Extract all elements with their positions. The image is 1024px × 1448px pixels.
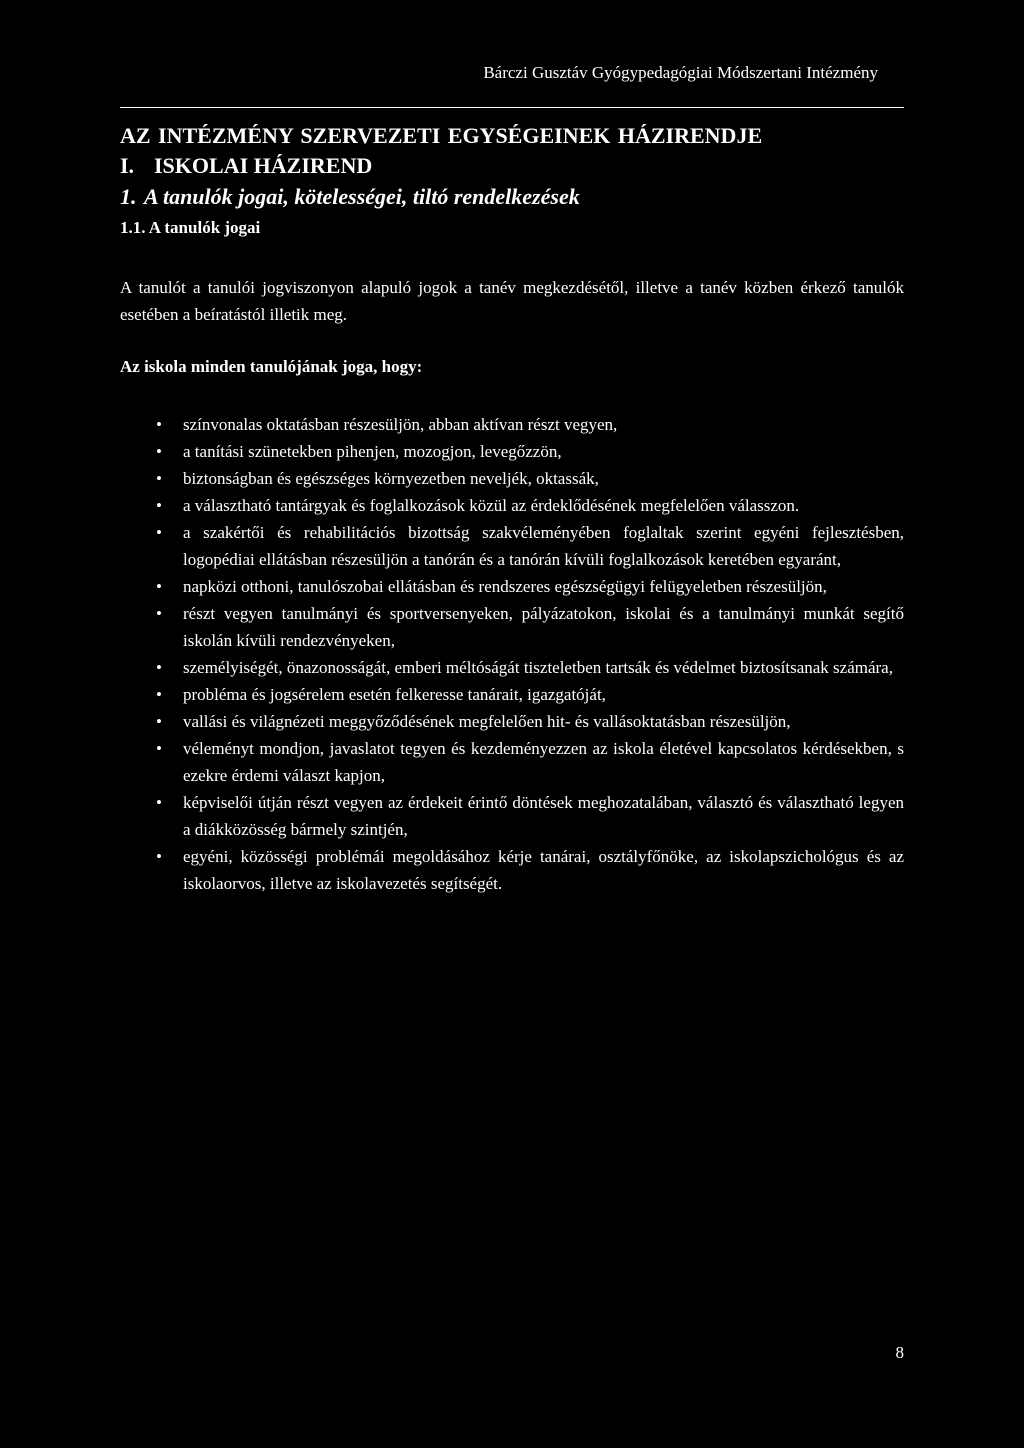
bullet-icon: • <box>156 523 162 542</box>
list-item-text: véleményt mondjon, javaslatot tegyen és kezdeményezzen az iskola életével kapcsolatos kérdésekben, s ezekre érdemi választ kapjon, <box>183 739 904 785</box>
list-item <box>120 438 904 465</box>
bullet-icon: • <box>156 847 162 866</box>
list-item-text: személyiségét, önazonosságát, emberi méltóságát tiszteletben tartsák és védelmet biztosítsanak számára, <box>183 658 893 677</box>
subsubsection-heading: 1.1. A tanulók jogai <box>120 218 261 237</box>
list-item <box>120 681 904 708</box>
list-item <box>120 735 904 789</box>
list-item-text: a tanítási szünetekben pihenjen, mozogjon, levegőzzön, <box>183 442 562 461</box>
page-number: 8 <box>895 1343 904 1362</box>
bullet-icon: • <box>156 658 162 677</box>
bullet-icon: • <box>156 415 162 434</box>
list-item-text: a választható tantárgyak és foglalkozások közül az érdeklődésének megfelelően válasszon. <box>183 496 800 515</box>
list-item-text: részt vegyen tanulmányi és sportversenyeken, pályázatokon, iskolai és a tanulmányi munkát segítő iskolán kívüli rendezvényeken, <box>183 604 904 650</box>
list-item <box>120 708 904 735</box>
bullet-icon: • <box>156 604 162 623</box>
bullet-icon: • <box>156 739 162 758</box>
list-item <box>120 843 904 897</box>
bullet-icon: • <box>156 793 162 812</box>
subsection-number: 1. <box>120 184 137 209</box>
list-item <box>120 465 904 492</box>
bullet-icon: • <box>156 577 162 596</box>
list-item-text: képviselői útján részt vegyen az érdekeit érintő döntések meghozatalában, választó és választható legyen a diákközösség bármely szintjén, <box>183 793 904 839</box>
bullet-icon: • <box>156 442 162 461</box>
list-item <box>120 789 904 843</box>
section-title: ISKOLAI HÁZIREND <box>154 153 373 178</box>
intro-paragraph: A tanulót a tanulói jogviszonyon alapuló jogok a tanév megkezdésétől, illetve a tanév közben érkező tanulók esetében a beíratástól illetik meg. <box>120 278 904 324</box>
header-divider <box>120 107 904 108</box>
section-number: I. <box>120 153 135 178</box>
subsection-heading <box>120 184 580 210</box>
list-item-text: színvonalas oktatásban részesüljön, abban aktívan részt vegyen, <box>183 415 618 434</box>
list-item-text: napközi otthoni, tanulószobai ellátásban és rendszeres egészségügyi felügyeletben részesüljön, <box>183 577 827 596</box>
list-item <box>120 654 904 681</box>
list-item-text: a szakértői és rehabilitációs bizottság szakvéleményében foglaltak szerint egyéni fejlesztésben, logopédiai ellátásban részesüljön a tanórán és a tanórán kívüli foglalkozások keretében egyaránt, <box>183 523 904 569</box>
list-item <box>120 573 904 600</box>
rights-lead-text: Az iskola minden tanulójának joga, hogy: <box>120 357 423 376</box>
rights-list <box>120 411 904 897</box>
bullet-icon: • <box>156 712 162 731</box>
section-heading <box>120 153 372 179</box>
bullet-icon: • <box>156 496 162 515</box>
list-item <box>120 411 904 438</box>
bullet-icon: • <box>156 469 162 488</box>
list-item-text: vallási és világnézeti meggyőződésének megfelelően hit- és vallásoktatásban részesüljön, <box>183 712 791 731</box>
bullet-icon: • <box>156 685 162 704</box>
list-item-text: biztonságban és egészséges környezetben neveljék, oktassák, <box>183 469 599 488</box>
list-item <box>120 600 904 654</box>
subsection-title: A tanulók jogai, kötelességei, tiltó rendelkezések <box>144 184 580 209</box>
list-item-text: probléma és jogsérelem esetén felkeresse tanárait, igazgatóját, <box>183 685 606 704</box>
list-item <box>120 519 904 573</box>
list-item <box>120 492 904 519</box>
document-title: AZ INTÉZMÉNY SZERVEZETI EGYSÉGEINEK HÁZIRENDJE <box>120 123 763 148</box>
list-item-text: egyéni, közösségi problémái megoldásához kérje tanárai, osztályfőnöke, az iskolapszichológus és az iskolaorvos, illetve az iskolavezetés segítségét. <box>183 847 904 893</box>
running-header: Bárczi Gusztáv Gyógypedagógiai Módszertani Intézmény <box>483 63 878 82</box>
